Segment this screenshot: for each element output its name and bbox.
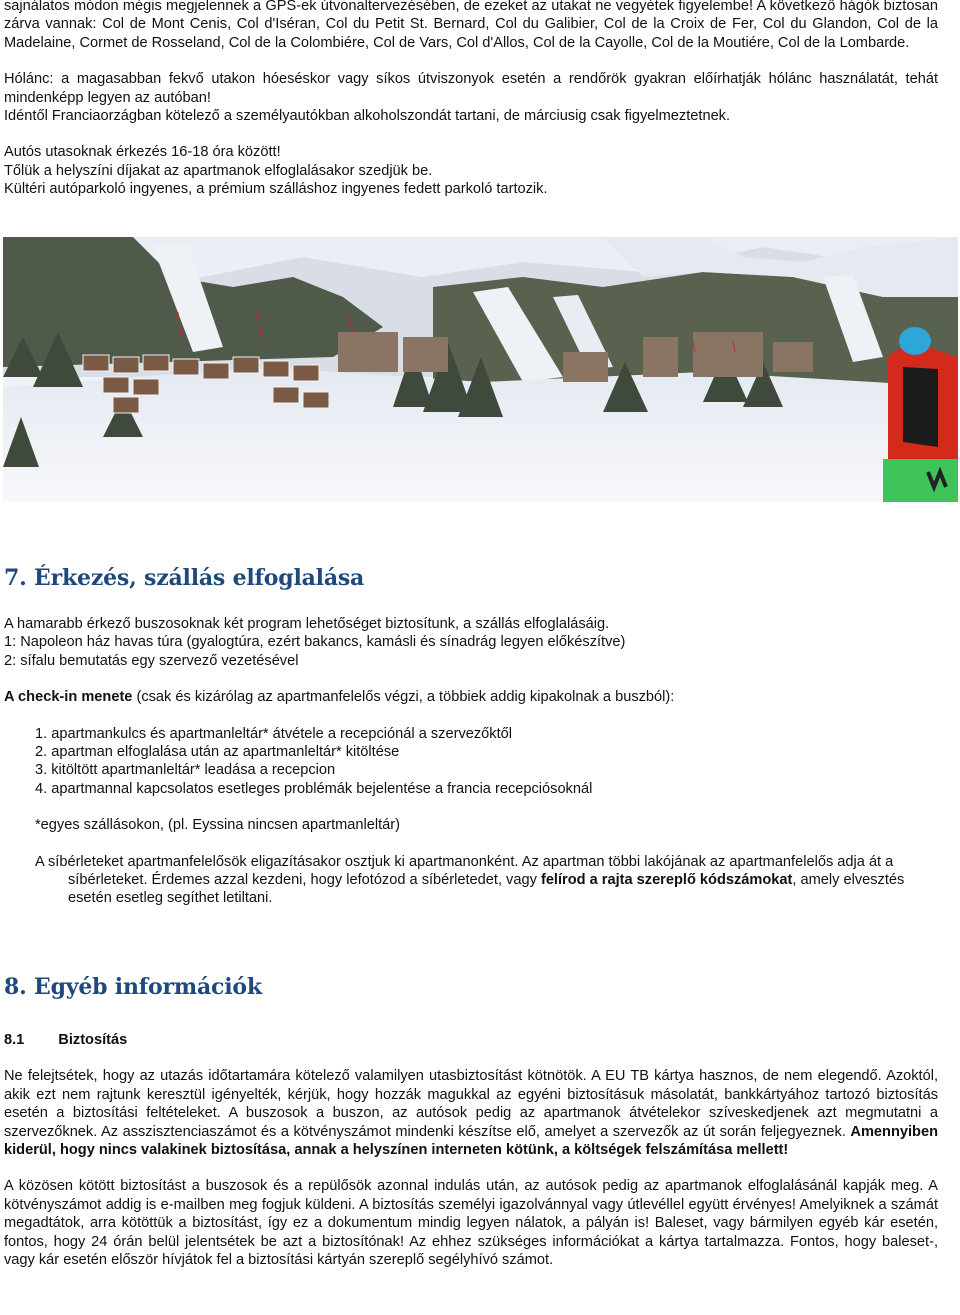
section-7-body <box>4 615 938 908</box>
section-8-body <box>4 1031 938 1269</box>
checkin-intro <box>4 688 938 706</box>
checkin-step: 2. apartman elfoglalása után az apartmanleltár* kitöltése <box>35 744 400 761</box>
ski-resort-photo <box>3 237 958 502</box>
ski-pass-text-b: , amely elvesztés esetén esetleg segíthet letiltani. <box>68 872 905 907</box>
subsection-number: 8.1 <box>4 1032 25 1048</box>
ski-pass-bold: felírod a rajta szereplő kódszámokat <box>540 872 793 889</box>
program-1: 1: Napoleon ház havas túra (gyalogtúra, ezért bakancs, kamásli és sínadrág legyen előkészítve) <box>4 634 626 651</box>
arrival-time-paragraph: Autós utasoknak érkezés 16-18 óra között! <box>4 144 281 161</box>
checkin-step: 4. apartmannal kapcsolatos esetleges problémák bejelentése a francia recepciósoknál <box>35 780 593 797</box>
checkin-steps <box>4 725 938 799</box>
section-7-heading: 7. Érkezés, szállás elfoglalása <box>4 565 365 591</box>
early-arrival-paragraph: A hamarabb érkező buszosoknak két program lehetőséget biztosítunk, a szállás elfoglalásáig. <box>4 616 610 632</box>
insurance-paragraph-2: A közösen kötött biztosítást a buszosok és a repülősök azonnal indulás után, az autósok pedig az apartmanok elfoglalásánál kapják meg. A kötvényszámot addig is e-mailben meg fogjuk küldeni. A biztosítás személyi igazolvánnyal vagy útlevéllel együtt érvényes! Amelyiknek a számát megadtátok, arra kötöttük a biztosítást, így ez a dokumentum mindig legyen nálatok, a pályán is! Baleset, vagy bármilyen egyéb kár esetén, fontos, hogy 24 órán belül jelentsétek be azt a biztosítónak! Az ehhez szükséges információkat a kártya tartalmazza. Fontos, hogy baleset-, vagy kár esetén először hívjátok fel a biztosítási kártyán szereplő segélyhívó számot. <box>4 1178 938 1269</box>
checkin-step: 3. kitöltött apartmanleltár* leadása a recepcion <box>35 762 336 779</box>
inventory-note: *egyes szállásokon, (pl. Eyssina nincsen apartmanleltár) <box>35 817 401 834</box>
subsection-title: Biztosítás <box>58 1032 128 1048</box>
subsection-8-1-heading <box>4 1031 938 1049</box>
checkin-step: 1. apartmankulcs és apartmanleltár* átvétele a recepciónál a szervezőktől <box>35 725 512 742</box>
insurance-warning: Amennyiben kiderül, hogy nincs valakinek biztosítása, annak a helyszínen interneten kötünk, a költségek felszámítása mellett! <box>4 1123 938 1159</box>
insurance-text: Ne felejtsétek, hogy az utazás időtartamára kötelező valamilyen utasbiztosítást kötnötök. A EU TB kártya hasznos, de nem elegendő. Azoktól, akik ezt nem rajtunk keresztül igényelték, kérjük, hogy hozzák magukkal az egyéni biztosításuk másolatát, bankkártyához tartozó biztosítás esetén a biztosítási feltételeket. A buszosok a buszon, az autósok pedig az apartmanok átvételekor szíveskedjenek azt megmutatni a szervezőknek. Az asszisztenciaszámot és a kötvényszámot mindenki készítse elő, amelyet a szervezők az út során feljegyeznek. <box>4 1068 938 1140</box>
skier-figure <box>883 327 958 502</box>
breathalyzer-paragraph: Idéntől Franciaorzágban kötelező a személyautókban alkoholszondát tartani, de márciusig csak figyelmeztetnek. <box>4 108 731 125</box>
ski-pass-paragraph <box>4 853 938 908</box>
intro-block <box>4 0 938 199</box>
snow-chain-paragraph: Hólánc: a magasabban fekvő utakon hóeséskor vagy síkos útviszonyok esetén a rendőrök gyakran előírhatják hólánc használatát, tehát mindenképp legyen az autóban! <box>4 71 938 106</box>
checkin-rest: (csak és kizárólag az apartmanfelelős végzi, a többiek addig kipakolnak a buszból): <box>132 689 675 706</box>
parking-paragraph: Kültéri autóparkoló ingyenes, a prémium szálláshoz ingyenes fedett parkoló tartozik. <box>4 181 548 198</box>
closed-passes-paragraph: sajnálatos módon mégis megjelennek a GPS-ek útvonaltervezésében, de ezeket az utakat ne vegyétek figyelembe! A következő hágók biztosan zárva vannak: Col de Mont Cenis, Col d'Iséran, Col du Petit St. Bernard, Col du Galibier, Col de la Croix de Fer, Col du Glandon, Col de la Madelaine, Cormet de Rosseland, Col de la Colombiére, Col de Vars, Col d'Allos, Col de la Cayolle, Col de la Moutiére, Col de la Lombarde. <box>4 0 938 51</box>
fees-paragraph: Tőlük a helyszíni díjakat az apartmanok elfoglalásakor szedjük be. <box>4 162 433 179</box>
checkin-bold: A check-in menete <box>4 689 133 706</box>
ski-pass-text-a: A síbérleteket apartmanfelelősök eligazításakor osztjuk ki apartmanonként. Az apartman többi lakójának az apartmanfelelős adja át a síbérleteket. Érdemes azzal kezdeni, hogy lefotózod a síbérletedet, vagy <box>35 853 894 889</box>
program-2: 2: sífalu bemutatás egy szervező vezetésével <box>4 652 299 669</box>
ski-resort-illustration <box>3 237 958 502</box>
section-8-heading: 8. Egyéb információk <box>4 974 262 1000</box>
insurance-paragraph-1 <box>4 1067 938 1159</box>
